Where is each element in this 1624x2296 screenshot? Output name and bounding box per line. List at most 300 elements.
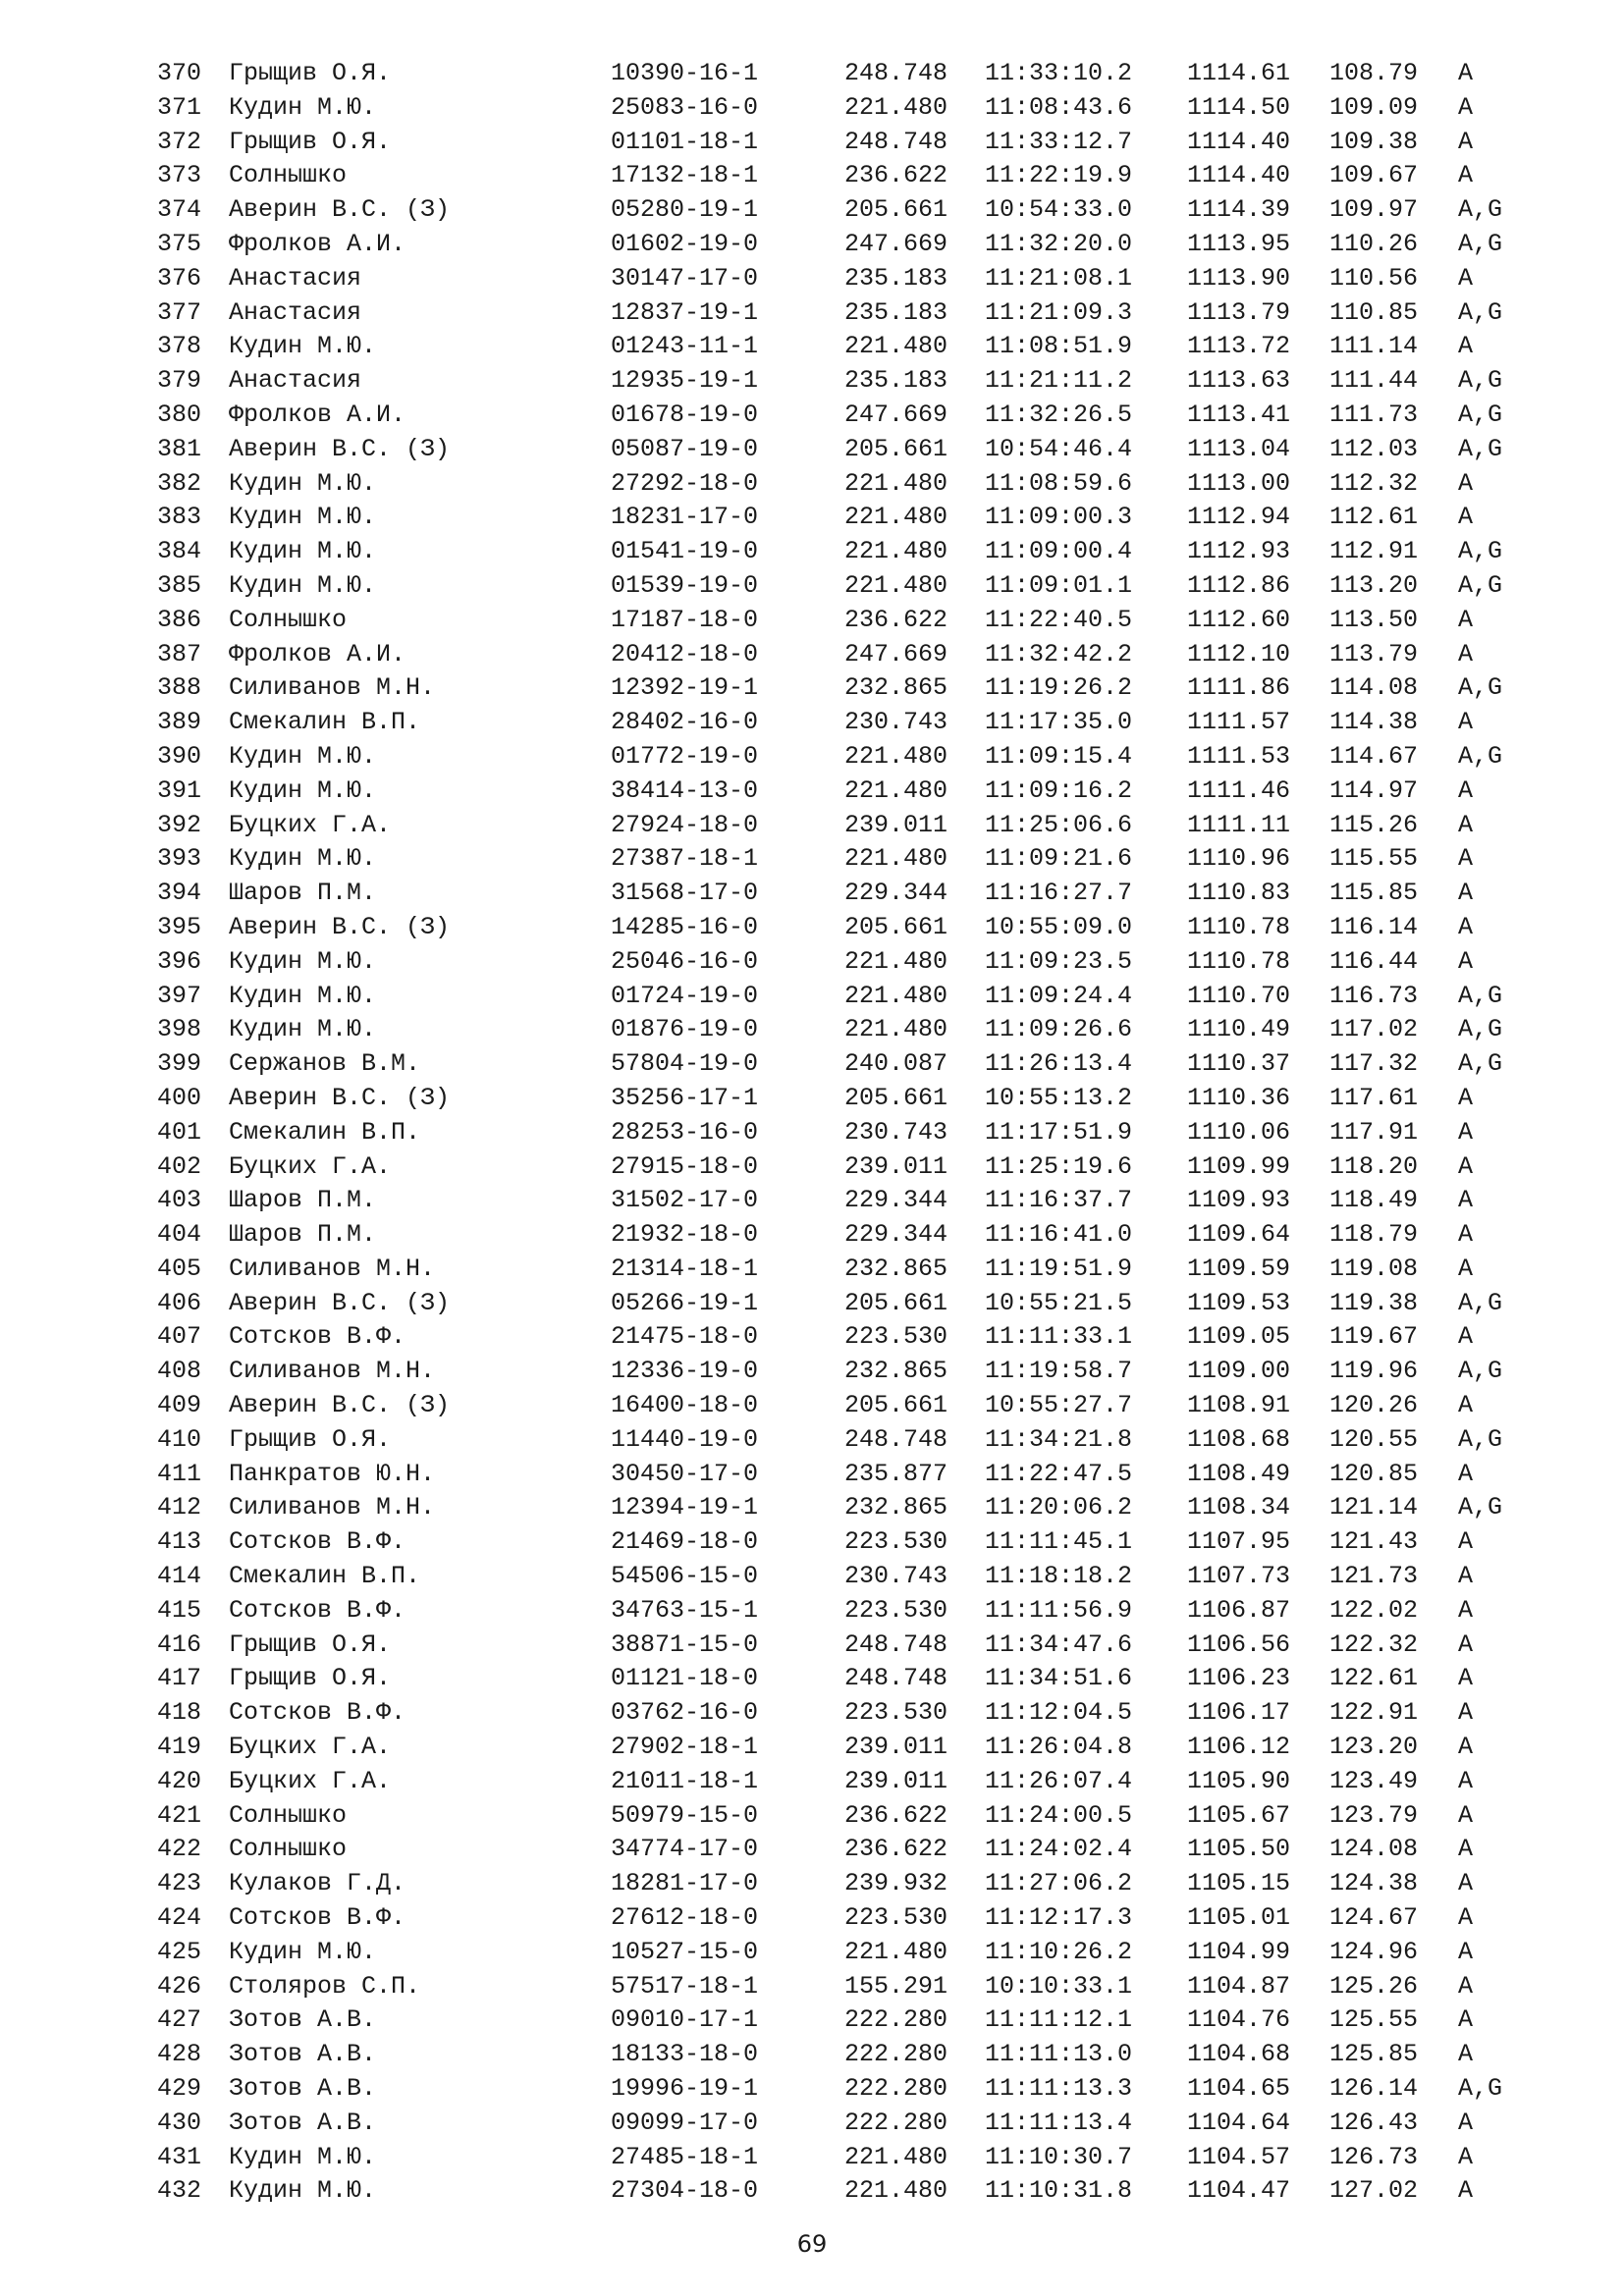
fancier-name: Столяров С.П. bbox=[229, 1971, 421, 2001]
arrival-time: 11:09:15.4 bbox=[985, 741, 1133, 771]
arrival-time: 10:55:13.2 bbox=[985, 1083, 1133, 1112]
distance: 205.661 bbox=[844, 1083, 948, 1112]
flags: A bbox=[1458, 332, 1474, 361]
arrival-time: 11:11:33.1 bbox=[985, 1322, 1133, 1352]
flags: A bbox=[1458, 1186, 1474, 1215]
fancier-name: Сотсков В.Ф. bbox=[229, 1322, 406, 1352]
ring-number: 20412-18-0 bbox=[611, 639, 759, 668]
fancier-name: Кудин М.Ю. bbox=[229, 503, 377, 532]
fancier-name: Кудин М.Ю. bbox=[229, 2176, 377, 2206]
distance: 222.280 bbox=[844, 2108, 948, 2137]
flags: A bbox=[1458, 2176, 1474, 2206]
distance: 221.480 bbox=[844, 1937, 948, 1966]
ring-number: 10527-15-0 bbox=[611, 1937, 759, 1966]
ring-number: 57517-18-1 bbox=[611, 1971, 759, 2001]
table-row bbox=[157, 1799, 1551, 1834]
ring-number: 14285-16-0 bbox=[611, 912, 759, 941]
flags: A bbox=[1458, 1151, 1474, 1181]
distance: 221.480 bbox=[844, 332, 948, 361]
table-row bbox=[157, 569, 1551, 604]
table-row bbox=[157, 1082, 1551, 1116]
table-row bbox=[157, 433, 1551, 467]
table-row bbox=[157, 399, 1551, 433]
row-number: 413 bbox=[157, 1527, 202, 1557]
arrival-time: 11:24:00.5 bbox=[985, 1800, 1133, 1830]
distance: 239.011 bbox=[844, 1733, 948, 1762]
table-row bbox=[157, 1731, 1551, 1765]
ring-number: 21475-18-0 bbox=[611, 1322, 759, 1352]
flags: A,G bbox=[1458, 195, 1503, 225]
flags: A bbox=[1458, 92, 1474, 122]
ring-number: 31502-17-0 bbox=[611, 1186, 759, 1215]
table-row bbox=[157, 1765, 1551, 1799]
speed: 1113.72 bbox=[1187, 332, 1291, 361]
flags: A bbox=[1458, 1220, 1474, 1250]
table-row bbox=[157, 364, 1551, 399]
flags: A bbox=[1458, 912, 1474, 941]
ring-number: 38871-15-0 bbox=[611, 1629, 759, 1659]
coefficient: 109.09 bbox=[1329, 92, 1419, 122]
row-number: 397 bbox=[157, 981, 202, 1010]
arrival-time: 11:16:27.7 bbox=[985, 879, 1133, 908]
ring-number: 57804-19-0 bbox=[611, 1049, 759, 1079]
ring-number: 21011-18-1 bbox=[611, 1766, 759, 1795]
fancier-name: Фролков А.И. bbox=[229, 400, 406, 429]
table-row bbox=[157, 535, 1551, 569]
fancier-name: Грыщив О.Я. bbox=[229, 1664, 392, 1693]
coefficient: 111.14 bbox=[1329, 332, 1419, 361]
fancier-name: Шаров П.М. bbox=[229, 1220, 377, 1250]
arrival-time: 11:11:13.4 bbox=[985, 2108, 1133, 2137]
distance: 221.480 bbox=[844, 1015, 948, 1044]
row-number: 384 bbox=[157, 537, 202, 566]
arrival-time: 11:08:51.9 bbox=[985, 332, 1133, 361]
arrival-time: 11:22:19.9 bbox=[985, 161, 1133, 190]
speed: 1104.76 bbox=[1187, 2005, 1291, 2035]
distance: 205.661 bbox=[844, 1391, 948, 1420]
speed: 1104.64 bbox=[1187, 2108, 1291, 2137]
fancier-name: Кудин М.Ю. bbox=[229, 775, 377, 805]
coefficient: 124.08 bbox=[1329, 1835, 1419, 1864]
flags: A bbox=[1458, 1698, 1474, 1728]
distance: 221.480 bbox=[844, 92, 948, 122]
distance: 205.661 bbox=[844, 434, 948, 463]
ring-number: 34763-15-1 bbox=[611, 1595, 759, 1625]
fancier-name: Аверин В.С. (З) bbox=[229, 1391, 451, 1420]
speed: 1105.67 bbox=[1187, 1800, 1291, 1830]
ring-number: 11440-19-0 bbox=[611, 1424, 759, 1454]
ring-number: 27915-18-0 bbox=[611, 1151, 759, 1181]
flags: A,G bbox=[1458, 673, 1503, 703]
row-number: 399 bbox=[157, 1049, 202, 1079]
fancier-name: Буцких Г.А. bbox=[229, 810, 392, 839]
fancier-name: Смекалин В.П. bbox=[229, 1117, 421, 1147]
ring-number: 21932-18-0 bbox=[611, 1220, 759, 1250]
ring-number: 30450-17-0 bbox=[611, 1459, 759, 1488]
arrival-time: 11:17:35.0 bbox=[985, 708, 1133, 737]
arrival-time: 11:34:21.8 bbox=[985, 1424, 1133, 1454]
ring-number: 38414-13-0 bbox=[611, 775, 759, 805]
coefficient: 125.55 bbox=[1329, 2005, 1419, 2035]
coefficient: 109.67 bbox=[1329, 161, 1419, 190]
ring-number: 25083-16-0 bbox=[611, 92, 759, 122]
speed: 1114.39 bbox=[1187, 195, 1291, 225]
row-number: 422 bbox=[157, 1835, 202, 1864]
table-row bbox=[157, 2072, 1551, 2107]
table-row bbox=[157, 1013, 1551, 1047]
row-number: 392 bbox=[157, 810, 202, 839]
table-row bbox=[157, 1594, 1551, 1629]
row-number: 381 bbox=[157, 434, 202, 463]
ring-number: 27902-18-1 bbox=[611, 1733, 759, 1762]
coefficient: 112.03 bbox=[1329, 434, 1419, 463]
arrival-time: 10:55:27.7 bbox=[985, 1391, 1133, 1420]
table-row bbox=[157, 296, 1551, 331]
ring-number: 10390-16-1 bbox=[611, 59, 759, 87]
fancier-name: Аверин В.С. (З) bbox=[229, 1083, 451, 1112]
distance: 247.669 bbox=[844, 639, 948, 668]
row-number: 429 bbox=[157, 2074, 202, 2104]
ring-number: 27485-18-1 bbox=[611, 2142, 759, 2171]
fancier-name: Кудин М.Ю. bbox=[229, 92, 377, 122]
flags: A bbox=[1458, 946, 1474, 976]
row-number: 393 bbox=[157, 844, 202, 874]
arrival-time: 11:11:56.9 bbox=[985, 1595, 1133, 1625]
table-row bbox=[157, 1389, 1551, 1423]
speed: 1109.00 bbox=[1187, 1357, 1291, 1386]
coefficient: 127.02 bbox=[1329, 2176, 1419, 2206]
table-row bbox=[157, 842, 1551, 877]
results-table bbox=[157, 57, 1551, 2209]
coefficient: 121.73 bbox=[1329, 1562, 1419, 1591]
flags: A bbox=[1458, 2040, 1474, 2069]
table-row bbox=[157, 1901, 1551, 1936]
fancier-name: Зотов А.В. bbox=[229, 2040, 377, 2069]
flags: A bbox=[1458, 1595, 1474, 1625]
coefficient: 121.14 bbox=[1329, 1493, 1419, 1522]
coefficient: 113.20 bbox=[1329, 570, 1419, 600]
row-number: 417 bbox=[157, 1664, 202, 1693]
arrival-time: 11:21:08.1 bbox=[985, 263, 1133, 293]
distance: 248.748 bbox=[844, 127, 948, 156]
arrival-time: 11:11:12.1 bbox=[985, 2005, 1133, 2035]
ring-number: 05280-19-1 bbox=[611, 195, 759, 225]
flags: A bbox=[1458, 2142, 1474, 2171]
row-number: 415 bbox=[157, 1595, 202, 1625]
speed: 1105.01 bbox=[1187, 1903, 1291, 1933]
fancier-name: Грыщив О.Я. bbox=[229, 1424, 392, 1454]
distance: 222.280 bbox=[844, 2074, 948, 2104]
ring-number: 27304-18-0 bbox=[611, 2176, 759, 2206]
speed: 1110.83 bbox=[1187, 879, 1291, 908]
speed: 1104.65 bbox=[1187, 2074, 1291, 2104]
table-row bbox=[157, 57, 1551, 91]
distance: 221.480 bbox=[844, 2176, 948, 2206]
ring-number: 35256-17-1 bbox=[611, 1083, 759, 1112]
row-number: 383 bbox=[157, 503, 202, 532]
fancier-name: Смекалин В.П. bbox=[229, 1562, 421, 1591]
coefficient: 112.91 bbox=[1329, 537, 1419, 566]
distance: 221.480 bbox=[844, 981, 948, 1010]
coefficient: 120.26 bbox=[1329, 1391, 1419, 1420]
fancier-name: Силиванов М.Н. bbox=[229, 1357, 436, 1386]
table-row bbox=[157, 91, 1551, 126]
speed: 1112.94 bbox=[1187, 503, 1291, 532]
fancier-name: Кудин М.Ю. bbox=[229, 741, 377, 771]
distance: 239.932 bbox=[844, 1869, 948, 1898]
distance: 236.622 bbox=[844, 1800, 948, 1830]
table-row bbox=[157, 1320, 1551, 1355]
ring-number: 01724-19-0 bbox=[611, 981, 759, 1010]
table-row bbox=[157, 1287, 1551, 1321]
flags: A bbox=[1458, 1527, 1474, 1557]
arrival-time: 11:20:06.2 bbox=[985, 1493, 1133, 1522]
row-number: 400 bbox=[157, 1083, 202, 1112]
speed: 1104.68 bbox=[1187, 2040, 1291, 2069]
fancier-name: Аверин В.С. (З) bbox=[229, 912, 451, 941]
flags: A bbox=[1458, 1629, 1474, 1659]
ring-number: 50979-15-0 bbox=[611, 1800, 759, 1830]
coefficient: 112.32 bbox=[1329, 468, 1419, 498]
ring-number: 16400-18-0 bbox=[611, 1391, 759, 1420]
ring-number: 19996-19-1 bbox=[611, 2074, 759, 2104]
arrival-time: 11:08:43.6 bbox=[985, 92, 1133, 122]
row-number: 398 bbox=[157, 1015, 202, 1044]
speed: 1111.86 bbox=[1187, 673, 1291, 703]
speed: 1109.59 bbox=[1187, 1254, 1291, 1283]
speed: 1109.64 bbox=[1187, 1220, 1291, 1250]
distance: 223.530 bbox=[844, 1595, 948, 1625]
ring-number: 09099-17-0 bbox=[611, 2108, 759, 2137]
table-row bbox=[157, 2038, 1551, 2072]
ring-number: 17132-18-1 bbox=[611, 161, 759, 190]
table-row bbox=[157, 740, 1551, 774]
arrival-time: 11:09:21.6 bbox=[985, 844, 1133, 874]
arrival-time: 11:11:13.0 bbox=[985, 2040, 1133, 2069]
flags: A bbox=[1458, 1562, 1474, 1591]
row-number: 403 bbox=[157, 1186, 202, 1215]
speed: 1109.53 bbox=[1187, 1288, 1291, 1317]
table-row bbox=[157, 1833, 1551, 1867]
speed: 1109.05 bbox=[1187, 1322, 1291, 1352]
fancier-name: Анастасия bbox=[229, 297, 362, 327]
row-number: 387 bbox=[157, 639, 202, 668]
table-row bbox=[157, 159, 1551, 193]
ring-number: 12336-19-0 bbox=[611, 1357, 759, 1386]
table-row bbox=[157, 467, 1551, 502]
table-row bbox=[157, 877, 1551, 911]
table-row bbox=[157, 1970, 1551, 2004]
flags: A bbox=[1458, 59, 1474, 87]
coefficient: 116.14 bbox=[1329, 912, 1419, 941]
distance: 235.877 bbox=[844, 1459, 948, 1488]
row-number: 389 bbox=[157, 708, 202, 737]
distance: 248.748 bbox=[844, 1424, 948, 1454]
row-number: 425 bbox=[157, 1937, 202, 1966]
arrival-time: 11:22:47.5 bbox=[985, 1459, 1133, 1488]
coefficient: 122.61 bbox=[1329, 1664, 1419, 1693]
distance: 221.480 bbox=[844, 946, 948, 976]
arrival-time: 10:55:21.5 bbox=[985, 1288, 1133, 1317]
flags: A,G bbox=[1458, 1015, 1503, 1044]
fancier-name: Смекалин В.П. bbox=[229, 708, 421, 737]
arrival-time: 11:17:51.9 bbox=[985, 1117, 1133, 1147]
flags: A bbox=[1458, 503, 1474, 532]
fancier-name: Буцких Г.А. bbox=[229, 1733, 392, 1762]
flags: A bbox=[1458, 1322, 1474, 1352]
fancier-name: Сотсков В.Ф. bbox=[229, 1595, 406, 1625]
distance: 230.743 bbox=[844, 1562, 948, 1591]
row-number: 378 bbox=[157, 332, 202, 361]
table-row bbox=[157, 1218, 1551, 1253]
distance: 239.011 bbox=[844, 1151, 948, 1181]
fancier-name: Кудин М.Ю. bbox=[229, 570, 377, 600]
distance: 223.530 bbox=[844, 1698, 948, 1728]
ring-number: 09010-17-1 bbox=[611, 2005, 759, 2035]
speed: 1111.57 bbox=[1187, 708, 1291, 737]
ring-number: 01602-19-0 bbox=[611, 229, 759, 258]
flags: A bbox=[1458, 161, 1474, 190]
speed: 1110.78 bbox=[1187, 946, 1291, 976]
arrival-time: 11:12:17.3 bbox=[985, 1903, 1133, 1933]
ring-number: 18231-17-0 bbox=[611, 503, 759, 532]
row-number: 377 bbox=[157, 297, 202, 327]
flags: A,G bbox=[1458, 400, 1503, 429]
fancier-name: Кулаков Г.Д. bbox=[229, 1869, 406, 1898]
arrival-time: 11:32:20.0 bbox=[985, 229, 1133, 258]
row-number: 420 bbox=[157, 1766, 202, 1795]
distance: 232.865 bbox=[844, 1493, 948, 1522]
coefficient: 123.79 bbox=[1329, 1800, 1419, 1830]
ring-number: 03762-16-0 bbox=[611, 1698, 759, 1728]
arrival-time: 11:10:31.8 bbox=[985, 2176, 1133, 2206]
table-row bbox=[157, 1867, 1551, 1901]
ring-number: 12837-19-1 bbox=[611, 297, 759, 327]
arrival-time: 11:09:00.4 bbox=[985, 537, 1133, 566]
arrival-time: 11:19:26.2 bbox=[985, 673, 1133, 703]
distance: 247.669 bbox=[844, 229, 948, 258]
distance: 205.661 bbox=[844, 912, 948, 941]
distance: 229.344 bbox=[844, 1186, 948, 1215]
coefficient: 111.44 bbox=[1329, 366, 1419, 396]
coefficient: 118.20 bbox=[1329, 1151, 1419, 1181]
fancier-name: Буцких Г.А. bbox=[229, 1151, 392, 1181]
row-number: 388 bbox=[157, 673, 202, 703]
ring-number: 17187-18-0 bbox=[611, 605, 759, 634]
table-row bbox=[157, 774, 1551, 809]
distance: 223.530 bbox=[844, 1322, 948, 1352]
table-row bbox=[157, 1491, 1551, 1525]
flags: A bbox=[1458, 1835, 1474, 1864]
distance: 155.291 bbox=[844, 1971, 948, 2001]
row-number: 407 bbox=[157, 1322, 202, 1352]
fancier-name: Сотсков В.Ф. bbox=[229, 1698, 406, 1728]
arrival-time: 11:18:18.2 bbox=[985, 1562, 1133, 1591]
row-number: 423 bbox=[157, 1869, 202, 1898]
row-number: 391 bbox=[157, 775, 202, 805]
distance: 232.865 bbox=[844, 1357, 948, 1386]
row-number: 372 bbox=[157, 127, 202, 156]
table-row bbox=[157, 193, 1551, 228]
fancier-name: Аверин В.С. (З) bbox=[229, 1288, 451, 1317]
speed: 1110.37 bbox=[1187, 1049, 1291, 1079]
flags: A bbox=[1458, 127, 1474, 156]
row-number: 375 bbox=[157, 229, 202, 258]
arrival-time: 11:09:01.1 bbox=[985, 570, 1133, 600]
flags: A bbox=[1458, 1117, 1474, 1147]
flags: A bbox=[1458, 879, 1474, 908]
coefficient: 122.02 bbox=[1329, 1595, 1419, 1625]
arrival-time: 11:10:26.2 bbox=[985, 1937, 1133, 1966]
fancier-name: Кудин М.Ю. bbox=[229, 844, 377, 874]
fancier-name: Кудин М.Ю. bbox=[229, 332, 377, 361]
coefficient: 119.08 bbox=[1329, 1254, 1419, 1283]
table-row bbox=[157, 1047, 1551, 1082]
arrival-time: 11:19:51.9 bbox=[985, 1254, 1133, 1283]
coefficient: 110.56 bbox=[1329, 263, 1419, 293]
distance: 239.011 bbox=[844, 1766, 948, 1795]
speed: 1114.50 bbox=[1187, 92, 1291, 122]
flags: A bbox=[1458, 263, 1474, 293]
coefficient: 119.96 bbox=[1329, 1357, 1419, 1386]
table-row bbox=[157, 1253, 1551, 1287]
coefficient: 126.14 bbox=[1329, 2074, 1419, 2104]
row-number: 371 bbox=[157, 92, 202, 122]
arrival-time: 11:32:26.5 bbox=[985, 400, 1133, 429]
ring-number: 01539-19-0 bbox=[611, 570, 759, 600]
speed: 1110.36 bbox=[1187, 1083, 1291, 1112]
coefficient: 125.26 bbox=[1329, 1971, 1419, 2001]
flags: A,G bbox=[1458, 1288, 1503, 1317]
speed: 1108.34 bbox=[1187, 1493, 1291, 1522]
flags: A bbox=[1458, 1903, 1474, 1933]
arrival-time: 11:08:59.6 bbox=[985, 468, 1133, 498]
speed: 1113.00 bbox=[1187, 468, 1291, 498]
flags: A,G bbox=[1458, 981, 1503, 1010]
row-number: 409 bbox=[157, 1391, 202, 1420]
coefficient: 117.02 bbox=[1329, 1015, 1419, 1044]
coefficient: 111.73 bbox=[1329, 400, 1419, 429]
distance: 205.661 bbox=[844, 195, 948, 225]
fancier-name: Грыщив О.Я. bbox=[229, 1629, 392, 1659]
coefficient: 120.85 bbox=[1329, 1459, 1419, 1488]
speed: 1113.04 bbox=[1187, 434, 1291, 463]
table-row bbox=[157, 330, 1551, 364]
row-number: 412 bbox=[157, 1493, 202, 1522]
ring-number: 01243-11-1 bbox=[611, 332, 759, 361]
speed: 1112.60 bbox=[1187, 605, 1291, 634]
fancier-name: Кудин М.Ю. bbox=[229, 981, 377, 1010]
speed: 1104.57 bbox=[1187, 2142, 1291, 2171]
distance: 232.865 bbox=[844, 1254, 948, 1283]
coefficient: 114.08 bbox=[1329, 673, 1419, 703]
table-row bbox=[157, 262, 1551, 296]
distance: 235.183 bbox=[844, 297, 948, 327]
arrival-time: 11:34:51.6 bbox=[985, 1664, 1133, 1693]
coefficient: 120.55 bbox=[1329, 1424, 1419, 1454]
speed: 1106.23 bbox=[1187, 1664, 1291, 1693]
flags: A bbox=[1458, 708, 1474, 737]
distance: 247.669 bbox=[844, 400, 948, 429]
speed: 1109.93 bbox=[1187, 1186, 1291, 1215]
speed: 1110.70 bbox=[1187, 981, 1291, 1010]
fancier-name: Зотов А.В. bbox=[229, 2108, 377, 2137]
ring-number: 05087-19-0 bbox=[611, 434, 759, 463]
speed: 1112.93 bbox=[1187, 537, 1291, 566]
fancier-name: Солнышко bbox=[229, 1800, 348, 1830]
distance: 235.183 bbox=[844, 263, 948, 293]
distance: 248.748 bbox=[844, 1629, 948, 1659]
